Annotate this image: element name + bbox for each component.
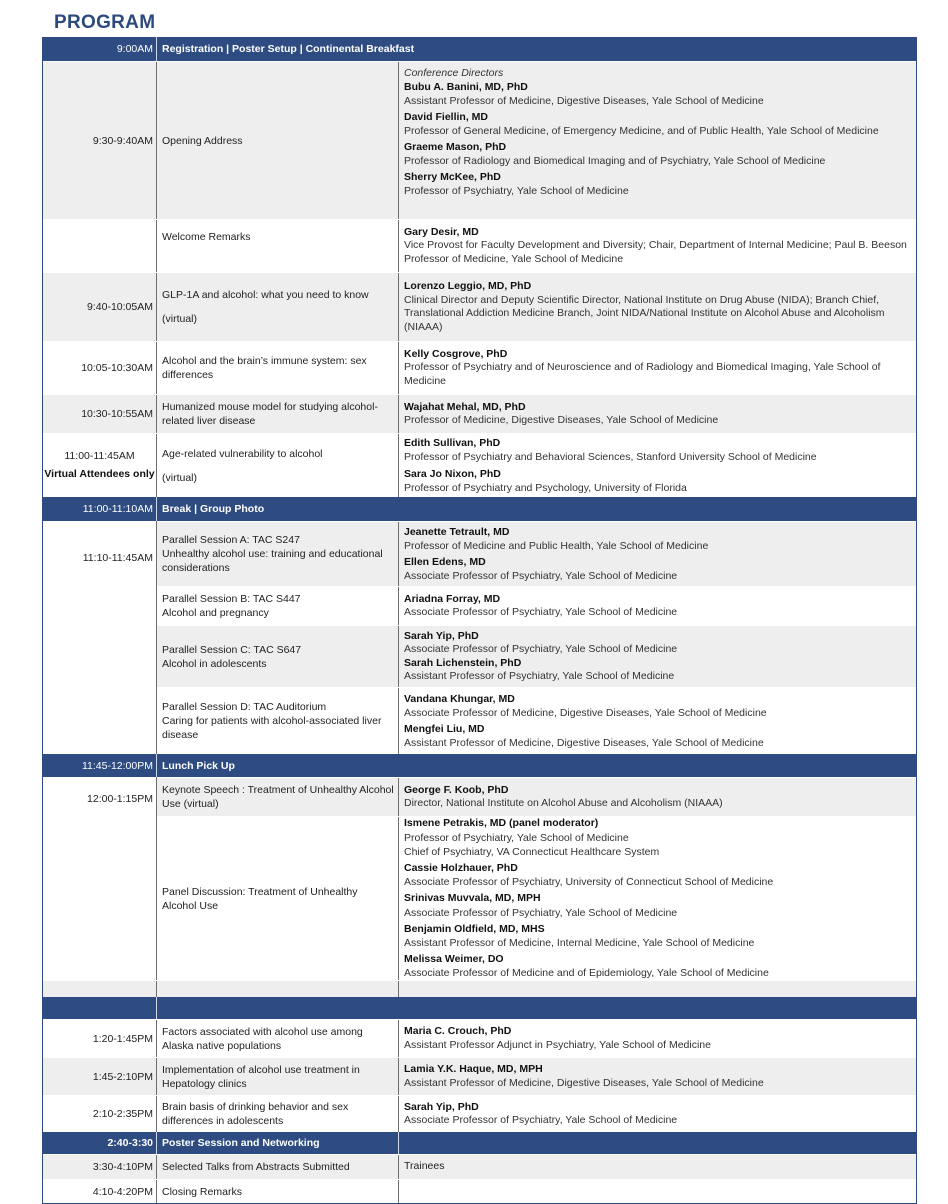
- speaker-desc: Clinical Director and Deputy Scientific Director, National Institute on Drug Abuse (NIDA); Branch Chief, Translational Addiction Medicine Branch, Joint NIDA/National Institute on Alcohol Abuse and Alcoholism (NIAAA): [404, 293, 885, 333]
- session-title: Panel Discussion: Treatment of Unhealthy Alcohol Use: [157, 817, 399, 980]
- speaker-name: George F. Koob, PhD: [404, 783, 509, 796]
- poster-row: [43, 1132, 916, 1154]
- speaker-name: Cassie Holzhauer, PhD: [404, 862, 518, 874]
- speaker-cell: [399, 626, 916, 687]
- spacer-row: [43, 980, 916, 997]
- time-cell: 2:10-2:35PM: [43, 1096, 157, 1132]
- speaker-name: Ismene Petrakis, MD (panel moderator): [404, 817, 599, 830]
- speaker-desc: Associate Professor of Psychiatry, Yale School of Medicine: [404, 906, 678, 919]
- speaker-name: Sarah Lichenstein, PhD: [404, 656, 522, 669]
- speaker-cell: [399, 1096, 916, 1132]
- speaker-cell: Trainees: [404, 1160, 445, 1173]
- speaker-cell: [399, 62, 916, 219]
- time-cell: 4:10-4:20PM: [43, 1180, 157, 1203]
- time-cell: 10:05-10:30AM: [43, 342, 157, 394]
- session-title: [157, 273, 399, 341]
- session-title: [157, 522, 399, 586]
- session-topic: Alcohol and pregnancy: [162, 607, 269, 619]
- session-title: Selected Talks from Abstracts Submitted: [157, 1155, 399, 1179]
- time-cell: [43, 434, 157, 497]
- session-topic: Alcohol in adolescents: [162, 657, 267, 670]
- glp-row: [43, 272, 916, 341]
- keynote-row: [157, 777, 916, 816]
- hepatology-row: [43, 1057, 916, 1095]
- session-title: Brain basis of drinking behavior and sex differences in adolescents: [157, 1096, 399, 1132]
- band-label: Registration | Poster Setup | Continental Breakfast: [162, 43, 415, 55]
- band-label: Lunch Pick Up: [162, 759, 235, 772]
- session-title: Alcohol and the brain’s immune system: sex differences: [157, 342, 399, 394]
- time-text: 11:10-11:45AM: [82, 552, 153, 564]
- speaker-desc: Chief of Psychiatry, VA Connecticut Healthcare System: [404, 845, 660, 858]
- speaker-cell: [399, 220, 916, 272]
- speaker-name: Vandana Khungar, MD: [404, 692, 515, 705]
- speaker-desc: Professor of Psychiatry and Psychology, University of Florida: [404, 482, 687, 494]
- break-row: [43, 497, 916, 521]
- speaker-cell: [399, 342, 916, 394]
- speaker-cell: [399, 1020, 916, 1057]
- speaker-name: Graeme Mason, PhD: [404, 141, 507, 153]
- speaker-name: Mengfei Liu, MD: [404, 722, 485, 735]
- speaker-name: Sara Jo Nixon, PhD: [404, 467, 501, 480]
- time-cell: [43, 981, 157, 997]
- speaker-name: Jeanette Tetrault, MD: [404, 525, 510, 538]
- session-title: Humanized mouse model for studying alcohol-related liver disease: [157, 395, 399, 433]
- session-title: Opening Address: [157, 62, 399, 219]
- speaker-name: Benjamin Oldfield, MD, MHS: [404, 922, 545, 935]
- speaker-desc: Associate Professor of Psychiatry, Yale School of Medicine: [404, 1114, 678, 1126]
- virtual-only-note: Virtual Attendees only: [44, 468, 155, 480]
- speaker-desc: Professor of Medicine, Digestive Diseases, Yale School of Medicine: [404, 414, 719, 426]
- immune-row: [43, 341, 916, 394]
- speaker-name: David Fiellin, MD: [404, 111, 489, 123]
- panel-row: [157, 816, 916, 980]
- welcome-row: [43, 219, 916, 272]
- speaker-cell: [399, 273, 916, 341]
- band-label: [157, 997, 916, 1019]
- speaker-name: Bubu A. Banini, MD, PhD: [404, 81, 528, 93]
- speaker-desc: Assistant Professor of Medicine, Digestive Diseases, Yale School of Medicine: [404, 95, 764, 107]
- speaker-cell: [399, 395, 916, 433]
- session-row: [157, 521, 916, 586]
- mouse-row: [43, 394, 916, 433]
- speaker-name: Sherry McKee, PhD: [404, 171, 501, 183]
- session-room: Parallel Session C: TAC S647: [162, 643, 302, 656]
- session-title: Closing Remarks: [157, 1180, 399, 1203]
- band-label: Poster Session and Networking: [157, 1132, 399, 1154]
- time-cell: [43, 777, 157, 980]
- speaker-desc: Professor of General Medicine, of Emergency Medicine, and of Public Health, Yale School of Medicine: [404, 125, 879, 137]
- session-row: [157, 586, 916, 625]
- program-table: [42, 37, 917, 1204]
- speaker-desc: Associate Professor of Medicine and of Epidemiology, Yale School of Medicine: [404, 967, 769, 980]
- empty-cell: [399, 981, 916, 997]
- session-title: Welcome Remarks: [157, 220, 399, 272]
- directors-heading: Conference Directors: [404, 67, 504, 79]
- session-topic: Caring for patients with alcohol-associated liver disease: [162, 715, 382, 741]
- alaska-row: [43, 1019, 916, 1057]
- session-title: Implementation of alcohol use treatment in Hepatology clinics: [157, 1058, 399, 1095]
- speaker-desc: Associate Professor of Medicine, Digestive Diseases, Yale School of Medicine: [404, 707, 767, 719]
- speaker-desc: Professor of Psychiatry, Yale School of Medicine: [404, 185, 629, 197]
- speaker-cell: [399, 817, 916, 980]
- speaker-desc: Professor of Medicine and Public Health, Yale School of Medicine: [404, 540, 709, 552]
- session-title: [157, 587, 399, 625]
- speaker-cell: [399, 522, 916, 586]
- keynote-sessions: [157, 777, 916, 980]
- speaker-cell: [399, 587, 916, 625]
- speaker-name: Edith Sullivan, PhD: [404, 436, 501, 449]
- registration-row: [43, 37, 916, 61]
- speaker-name: Wajahat Mehal, MD, PhD: [404, 400, 526, 413]
- time-cell: 9:00AM: [43, 37, 157, 61]
- time-text: 12:00-1:15PM: [87, 793, 153, 805]
- speaker-desc: Assistant Professor Adjunct in Psychiatry, Yale School of Medicine: [404, 1038, 711, 1051]
- speaker-cell: [399, 688, 916, 754]
- speaker-name: Maria C. Crouch, PhD: [404, 1025, 512, 1037]
- speaker-name: Ellen Edens, MD: [404, 555, 486, 568]
- speaker-desc: Associate Professor of Psychiatry, University of Connecticut School of Medicine: [404, 876, 774, 889]
- speaker-name: Melissa Weimer, DO: [404, 953, 504, 966]
- time-cell: 3:30-4:10PM: [43, 1155, 157, 1179]
- brain-row: [43, 1095, 916, 1132]
- speaker-cell: [399, 1058, 916, 1095]
- speaker-name: Srinivas Muvvala, MD, MPH: [404, 892, 541, 905]
- speaker-name: Kelly Cosgrove, PhD: [404, 347, 508, 360]
- time-cell: 9:30-9:40AM: [43, 62, 157, 219]
- speaker-desc: Professor of Psychiatry, Yale School of Medicine: [404, 831, 629, 844]
- time-cell: 1:20-1:45PM: [43, 1020, 157, 1057]
- session-room: Parallel Session B: TAC S447: [162, 593, 301, 605]
- time-cell: 10:30-10:55AM: [43, 395, 157, 433]
- time-cell: [43, 220, 157, 272]
- closing-row: [43, 1179, 916, 1203]
- session-room: Parallel Session A: TAC S247: [162, 534, 300, 546]
- session-title: [157, 626, 399, 687]
- speaker-desc: Assistant Professor of Psychiatry, Yale School of Medicine: [404, 670, 675, 682]
- time-cell: 9:40-10:05AM: [43, 273, 157, 341]
- speaker-name: Sarah Yip, PhD: [404, 629, 479, 642]
- band-label: Break | Group Photo: [162, 503, 265, 515]
- speaker-desc: Associate Professor of Psychiatry, Yale School of Medicine: [404, 643, 678, 655]
- empty-band: [43, 997, 916, 1019]
- time-cell: 11:45-12:00PM: [43, 754, 157, 777]
- age-row: [43, 433, 916, 497]
- speaker-desc: Assistant Professor of Medicine, Digestive Diseases, Yale School of Medicine: [404, 737, 764, 749]
- speaker-name: Gary Desir, MD: [404, 225, 479, 238]
- session-row: [157, 687, 916, 754]
- speaker-name: Ariadna Forray, MD: [404, 592, 501, 605]
- time-text: 11:00-11:45AM: [64, 450, 135, 462]
- session-room: Parallel Session D: TAC Auditorium: [162, 701, 327, 713]
- speaker-cell: [399, 434, 916, 497]
- session-title: [157, 688, 399, 754]
- speaker-name: Lorenzo Leggio, MD, PhD: [404, 280, 532, 292]
- speaker-desc: Assistant Professor of Medicine, Internal Medicine, Yale School of Medicine: [404, 937, 755, 950]
- session-row: [157, 625, 916, 687]
- opening-row: [43, 61, 916, 219]
- time-cell: [43, 997, 157, 1019]
- speaker-desc: Vice Provost for Faculty Development and Diversity; Chair, Department of Internal Medicine; Paul B. Beeson Professor of Medicine, Yale School of Medicine: [404, 239, 907, 265]
- speaker-desc: Professor of Psychiatry and of Neuroscience and of Radiology and Biomedical Imaging, Yale School of Medicine: [404, 361, 881, 387]
- empty-cell: [157, 981, 399, 997]
- speaker-desc: Associate Professor of Psychiatry, Yale School of Medicine: [404, 570, 678, 582]
- time-cell: 11:00-11:10AM: [43, 497, 157, 521]
- session-title: Factors associated with alcohol use among Alaska native populations: [157, 1020, 399, 1057]
- speaker-cell: [399, 778, 916, 816]
- talks-row: [43, 1154, 916, 1179]
- time-cell: 2:40-3:30: [43, 1132, 157, 1154]
- speaker-name: Sarah Yip, PhD: [404, 1100, 479, 1113]
- speaker-desc: Assistant Professor of Medicine, Digestive Diseases, Yale School of Medicine: [404, 1076, 764, 1089]
- session-title: Keynote Speech : Treatment of Unhealthy Alcohol Use (virtual): [157, 778, 399, 816]
- speaker-desc: Director, National Institute on Alcohol Abuse and Alcoholism (NIAAA): [404, 797, 723, 809]
- keynote-block: [43, 777, 916, 980]
- session-topic: Unhealthy alcohol use: training and educational considerations: [162, 548, 383, 574]
- speaker-desc: Associate Professor of Psychiatry, Yale School of Medicine: [404, 606, 678, 618]
- session-title-text: GLP-1A and alcohol: what you need to know: [162, 289, 369, 301]
- parallel-block: [43, 521, 916, 754]
- parallel-sessions: [157, 521, 916, 754]
- time-cell: [43, 521, 157, 754]
- speaker-desc: Professor of Psychiatry and Behavioral Sciences, Stanford University School of Medicine: [404, 451, 817, 463]
- session-title: [157, 434, 399, 497]
- page-title: PROGRAM: [54, 12, 156, 33]
- session-note: (virtual): [162, 313, 198, 325]
- session-title-text: Age-related vulnerability to alcohol: [162, 447, 323, 460]
- empty-cell: [399, 1132, 916, 1154]
- speaker-name: Lamia Y.K. Haque, MD, MPH: [404, 1063, 543, 1075]
- session-note: (virtual): [162, 471, 198, 484]
- speaker-desc: Professor of Radiology and Biomedical Imaging and of Psychiatry, Yale School of Medicine: [404, 155, 826, 167]
- lunch-row: [43, 754, 916, 777]
- time-cell: 1:45-2:10PM: [43, 1058, 157, 1095]
